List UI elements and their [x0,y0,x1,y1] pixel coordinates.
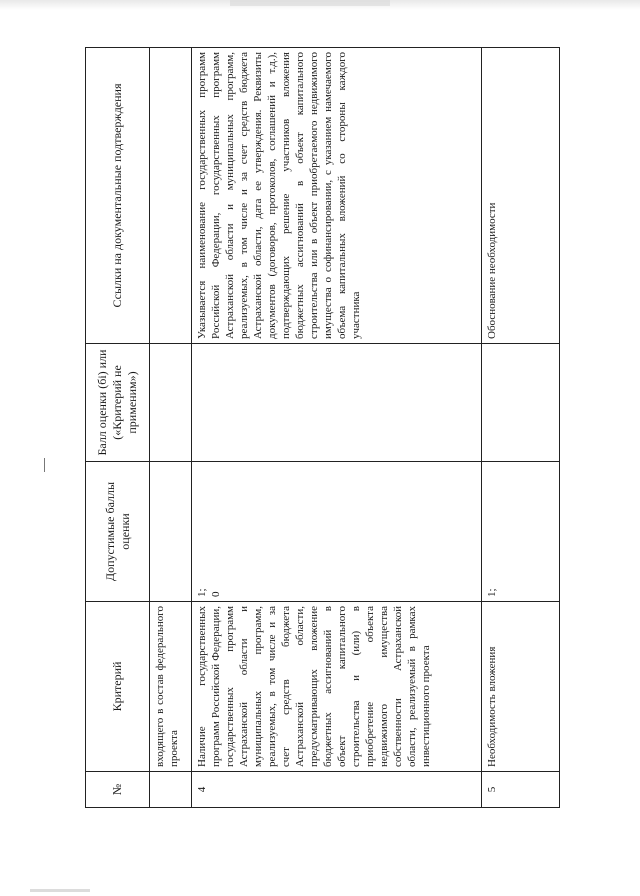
header-score: Балл оценки (бi) или («Критерий не применим») [86,344,150,462]
row-num [150,772,192,808]
allowed-score-value: 1; [196,588,208,597]
stray-pen-mark [44,458,45,472]
row-refs [150,48,192,344]
allowed-score-value: 0 [210,591,222,597]
table-row [150,48,192,808]
header-allowed-scores: Допустимые баллы оценки [86,462,150,602]
row-criterion: входящего в состав федерального проекта [150,602,192,772]
row-refs: Указывается наименование государственных программ Российской Федерации, государственных программ Астраханской области и муниципальных программ, реализуемых, в том числе и за счет средств бюджета Астраханской области, дата ее утверждения. Реквизиты документов (договоров, протоколов, соглашений и т.д.), подтверждающих решение участников вложения бюджетных ассигнований в объект капитального строительства или в объект приобретаемого недвижимого имущества о софинансировании, с указанием намечаемого объема капитальных вложений со стороны каждого участника [192,48,482,344]
header-num: № [86,772,150,808]
row-criterion: Наличие государственных программ Российской Федерации, государственных программ Астраханской области и муниципальных программ, реализуемых, в том числе и за счет средств бюджета Астраханской области, предусматривающих вложение бюджетных ассигнований в объект капитального строительства и (или) в приобретение объекта недвижимого имущества собственности Астраханской области, реализуемый в рамках инвестиционного проекта [192,602,482,772]
table-header-row [86,48,150,808]
allowed-score-value: 1; [486,588,498,597]
header-refs: Ссылки на документальные подтверждения [86,48,150,344]
row-allowed-scores [150,462,192,602]
row-num: 5 [482,772,560,808]
criteria-table [85,47,560,808]
table-row [192,48,482,808]
scan-artifact-top [230,0,390,6]
row-allowed-scores [482,462,560,602]
header-criterion: Критерий [86,602,150,772]
row-allowed-scores [192,462,482,602]
scan-artifact-bottom [30,889,90,892]
rotated-page [85,48,560,808]
table-row [482,48,560,808]
row-criterion: Необходимость вложения [482,602,560,772]
row-num: 4 [192,772,482,808]
table-page [85,48,560,808]
row-score [192,344,482,462]
row-score [150,344,192,462]
row-score [482,344,560,462]
row-refs: Обоснование необходимости [482,48,560,344]
